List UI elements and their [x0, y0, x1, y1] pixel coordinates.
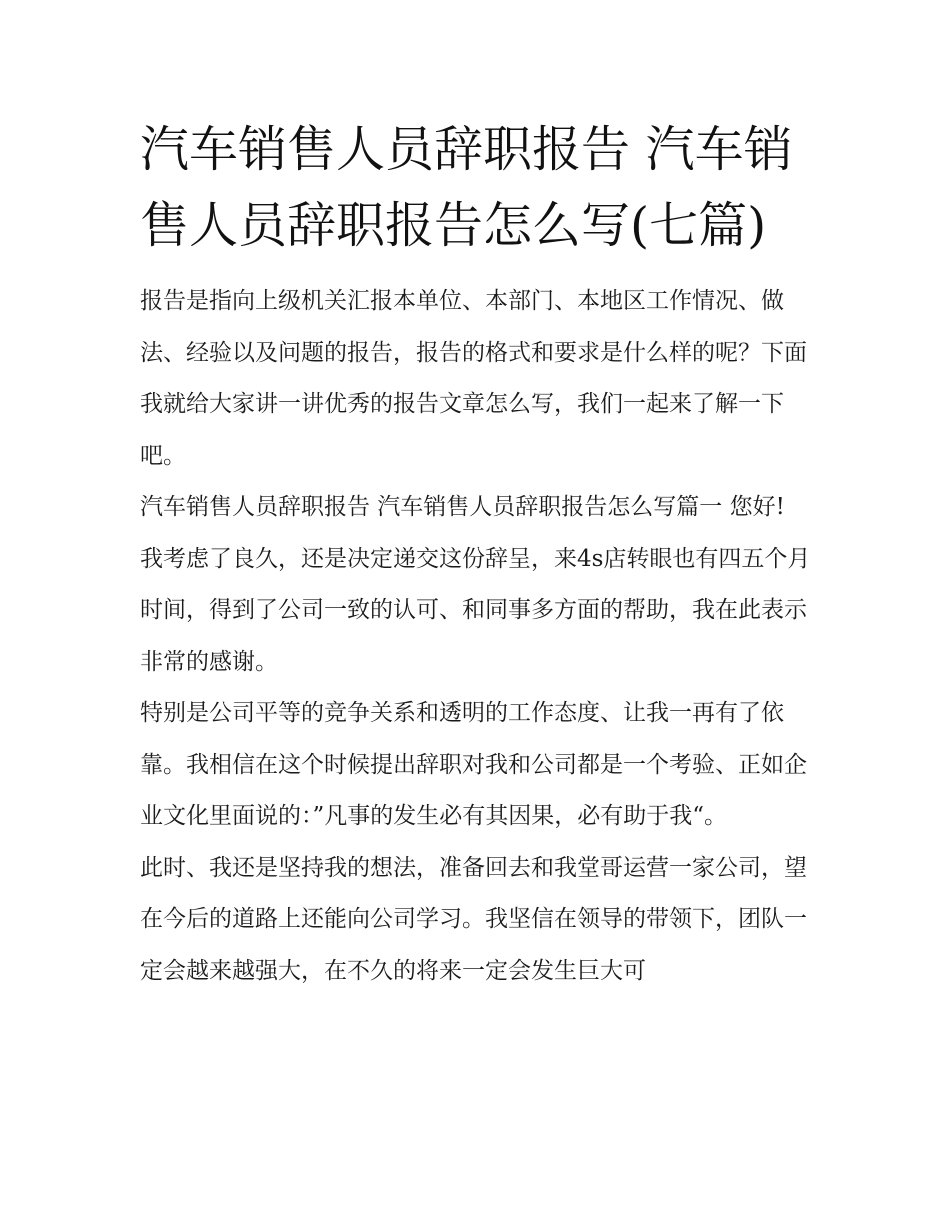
- paragraph-resignation: 我考虑了良久，还是决定递交这份辞呈，来4s店转眼也有四五个月时间，得到了公司一致的认可、和同事多方面的帮助，我在此表示非常的感谢。: [140, 545, 811, 675]
- document-title: 汽车销售人员辞职报告 汽车销售人员辞职报告怎么写(七篇): [140, 121, 793, 254]
- paragraph-intro: 报告是指向上级机关汇报本单位、本部门、本地区工作情况、做法、经验以及问题的报告，报告的格式和要求是什么样的呢？下面我就给大家讲一讲优秀的报告文章怎么写，我们一起来了解一下吧。: [140, 288, 807, 469]
- paragraph-future-plans: 此时、我还是坚持我的想法，准备回去和我堂哥运营一家公司，望在今后的道路上还能向公司学习。我坚信在领导的带领下，团队一定会越来越强大，在不久的将来一定会发生巨大可: [140, 854, 807, 984]
- paragraph-greeting: 汽车销售人员辞职报告 汽车销售人员辞职报告怎么写篇一 您好!: [140, 494, 785, 520]
- document-body: [140, 112, 812, 997]
- paragraph-company-culture: 特别是公司平等的竞争关系和透明的工作态度、让我一再有了依靠。我相信在这个时候提出辞职对我和公司都是一个考验、正如企业文化里面说的：”凡事的发生必有其因果，必有助于我“。: [140, 700, 807, 829]
